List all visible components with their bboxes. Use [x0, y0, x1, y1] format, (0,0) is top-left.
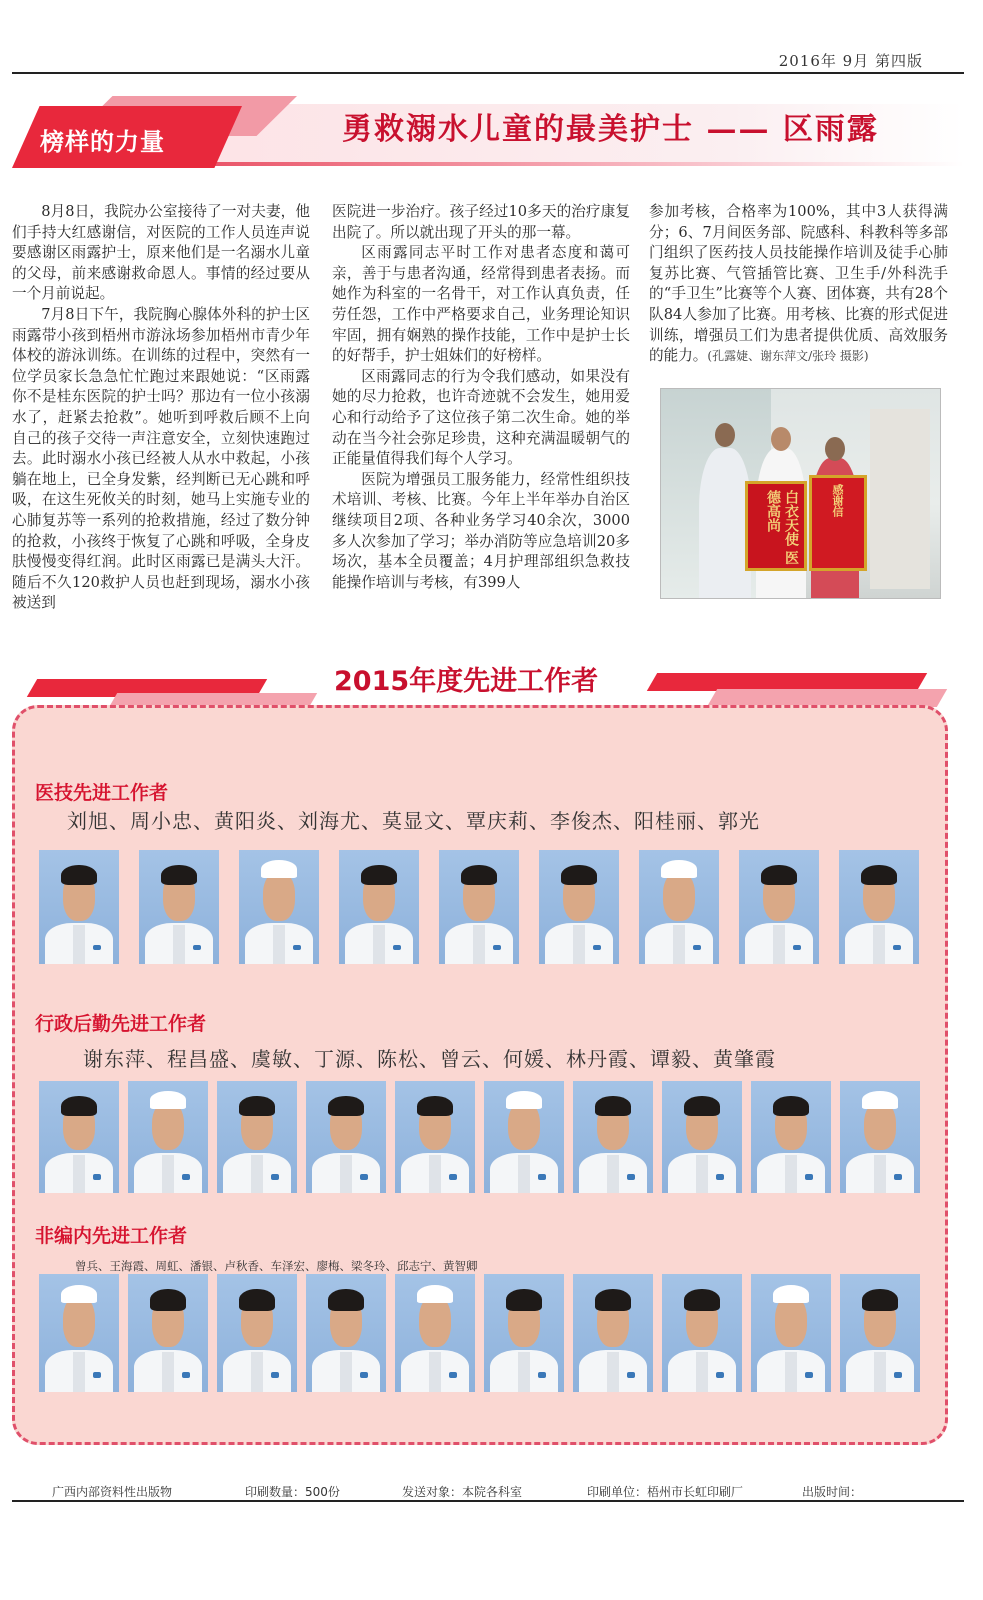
portrait-badge — [894, 1372, 902, 1378]
article-title: 勇救溺水儿童的最美护士 —— 区雨露 — [342, 112, 879, 147]
portrait-hair — [861, 865, 896, 886]
article-column-2 — [332, 202, 630, 593]
portrait-collar — [673, 925, 684, 964]
portrait-hair — [150, 1289, 185, 1310]
paragraph: 医院进一步治疗。孩子经过10多天的治疗康复出院了。所以就出现了开头的那一幕。 — [332, 203, 630, 241]
portrait-badge — [538, 1372, 546, 1378]
portrait-hair — [161, 865, 196, 886]
portrait-hair — [328, 1096, 363, 1116]
article-banner — [12, 96, 964, 172]
article-column-3 — [649, 202, 948, 367]
portrait-hair — [561, 865, 596, 886]
footer-audience: 发送对象：本院各科室 — [402, 1485, 523, 1499]
portrait-hair — [761, 865, 796, 886]
footer-print-count: 印刷数量：500份 — [245, 1485, 340, 1499]
staff-portrait — [395, 1081, 475, 1193]
paragraph: 7月8日下午，我院胸心腺体外科的护士区雨露带小孩到梧州市游泳场参加梧州市青少年体校的游泳训练。在训练的过程中，突然有一位学员家长急急忙忙跑过来跟她说：“区雨露你不是桂东医院的护士吗？那边有一位小孩溺水了，赶紧去抢救”。她听到呼救后顾不上向自己的孩子交待一声注意安全，立刻快速跑过去。此时溺水小孩已经被人从水中救起，小孩躺在地上，已全身发紫，经判断已无心跳和呼吸，在这生死攸关的时刻，她马上实施专业的心肺复苏等一系列的抢救措施，经过了数分钟的抢救，小孩终于恢复了心跳和呼吸，全身皮肤慢慢变得红润。此时区雨露已是满头大汗。随后不久120救护人员也赶到现场，溺水小孩被送到 — [12, 305, 310, 612]
category-title-medical: 医技先进工作者 — [35, 782, 169, 804]
portrait-badge — [93, 945, 101, 951]
portrait-cap — [417, 1285, 454, 1304]
portrait-hair — [61, 1096, 96, 1116]
portrait-collar — [773, 925, 784, 964]
portrait-collar — [251, 1352, 262, 1392]
portrait-collar — [874, 1352, 885, 1392]
staff-portrait — [339, 850, 419, 964]
portrait-collar — [340, 1352, 351, 1392]
portrait-badge — [805, 1174, 813, 1180]
footer-printer: 印刷单位：梧州市长虹印刷厂 — [587, 1485, 744, 1499]
staff-portrait — [395, 1274, 475, 1392]
staff-portrait — [751, 1274, 831, 1392]
portrait-cap — [506, 1091, 543, 1109]
portrait-collar — [251, 1155, 262, 1193]
footer-publisher: 广西内部资料性出版物 — [52, 1485, 173, 1499]
portrait-badge — [271, 1372, 279, 1378]
portrait-collar — [874, 1155, 885, 1193]
staff-portrait — [239, 850, 319, 964]
staff-portrait — [128, 1274, 208, 1392]
portrait-badge — [627, 1372, 635, 1378]
banner-flag-right — [809, 475, 867, 571]
paragraph-text: 参加考核，合格率为100%，其中3人获得满分；6、7月间医务部、院感科、科教科等多部门组织了医药技人员技能操作培训及徒手心肺复苏比赛、气管插管比赛、卫生手/外科洗手的“手卫生”比赛等个人赛、团体赛，共有28个队84人参加了比赛。用考核、比赛的形式促进训练，增强员工们为患者提供优质、高效服务的能力。 — [649, 203, 948, 365]
portrait-hair — [506, 1289, 541, 1310]
portrait-badge — [449, 1174, 457, 1180]
portrait-hair — [862, 1289, 897, 1310]
portrait-collar — [173, 925, 184, 964]
portrait-collar — [785, 1155, 796, 1193]
portrait-face — [63, 1295, 95, 1347]
staff-portrait — [573, 1274, 653, 1392]
footer-publish-time: 出版时间： — [802, 1485, 863, 1499]
paragraph: 区雨露同志平时工作对患者态度和蔼可亲，善于与患者沟通，经常得到患者表扬。而她作为科室的一名骨干，对工作认真负责，任劳任怨，工作中严格要求自己，业务理论知识牢固，拥有娴熟的操作技能，工作中是护士长的好帮手，护士姐妹们的好榜样。 — [332, 244, 630, 365]
banner-flag-left — [745, 481, 807, 571]
names-contract: 曾兵、王海霞、周虹、潘银、卢秋香、车泽宏、廖梅、梁冬玲、邱志宁、黄智卿 — [75, 1259, 478, 1273]
staff-portrait — [217, 1081, 297, 1193]
portrait-badge — [805, 1372, 813, 1378]
header-divider — [12, 72, 964, 74]
portrait-badge — [193, 945, 201, 951]
portrait-face — [419, 1295, 451, 1347]
paragraph: 8月8日，我院办公室接待了一对夫妻，他们手持大红感谢信，对医院的工作人员连声说要感谢区雨露护士，原来他们是一名溺水儿童的父母，前来感谢救命恩人。事情的经过要从一个月前说起。 — [12, 203, 310, 303]
portrait-collar — [162, 1155, 173, 1193]
photo-background-door — [870, 409, 930, 589]
portrait-collar — [873, 925, 884, 964]
portrait-face — [775, 1295, 807, 1347]
staff-portrait — [751, 1081, 831, 1193]
staff-portrait — [662, 1081, 742, 1193]
staff-portrait — [840, 1274, 920, 1392]
staff-portrait — [39, 1274, 119, 1392]
portrait-collar — [373, 925, 384, 964]
portrait-hair — [61, 865, 96, 886]
portrait-badge — [716, 1372, 724, 1378]
portrait-collar — [607, 1352, 618, 1392]
article-column-1 — [12, 202, 310, 614]
portrait-cap — [61, 1285, 98, 1304]
flag-text: 感谢信 — [831, 484, 844, 517]
staff-portrait — [439, 850, 519, 964]
staff-portrait — [573, 1081, 653, 1193]
portrait-badge — [293, 945, 301, 951]
portrait-hair — [361, 865, 396, 886]
staff-portrait — [306, 1274, 386, 1392]
paragraph: 医院为增强员工服务能力，经常性组织技术培训、考核、比赛。今年上半年举办自治区继续项目2项、各种业务学习40余次，3000多人次参加了学习；举办消防等应急培训20多场次，基本全员覆盖；4月护理部组织急救技能操作培训与考核，有399人 — [332, 470, 630, 591]
flag-text: 白衣天使 医德高尚 — [765, 490, 799, 565]
portrait-collar — [696, 1155, 707, 1193]
portrait-badge — [538, 1174, 546, 1180]
award-photo — [660, 388, 941, 599]
portrait-hair — [595, 1096, 630, 1116]
portrait-collar — [573, 925, 584, 964]
portrait-face — [263, 871, 295, 921]
portrait-badge — [894, 1174, 902, 1180]
portrait-badge — [893, 945, 901, 951]
staff-portrait — [306, 1081, 386, 1193]
staff-portrait — [484, 1274, 564, 1392]
category-title-contract: 非编内先进工作者 — [35, 1225, 188, 1247]
portrait-hair — [239, 1096, 274, 1116]
paragraph — [649, 202, 948, 367]
portrait-row-admin — [39, 1081, 920, 1193]
photo-head — [771, 427, 791, 451]
photo-head — [715, 423, 735, 447]
portrait-cap — [150, 1091, 187, 1109]
names-medical: 刘旭、周小忠、黄阳炎、刘海尤、莫显文、覃庆莉、李俊杰、阳桂丽、郭光 — [67, 809, 760, 833]
portrait-collar — [429, 1352, 440, 1392]
portrait-hair — [684, 1096, 719, 1116]
portrait-cap — [261, 860, 298, 878]
footer — [12, 1480, 964, 1510]
portrait-collar — [73, 925, 84, 964]
portrait-row-medical — [39, 850, 919, 964]
staff-portrait — [639, 850, 719, 964]
portrait-hair — [328, 1289, 363, 1310]
footer-divider — [12, 1500, 964, 1502]
paragraph: 区雨露同志的行为令我们感动，如果没有她的尽力抢救，也许奇迹就不会发生，她用爱心和行动给予了这位孩子第二次生命。她的举动在当今社会弥足珍贵，这种充满温暖朝气的正能量值得我们每个人学习。 — [332, 367, 630, 468]
portrait-collar — [340, 1155, 351, 1193]
portrait-badge — [393, 945, 401, 951]
photo-credit: (孔露婕、谢东萍文/张玲 摄影) — [707, 349, 869, 364]
staff-portrait — [539, 850, 619, 964]
portrait-cap — [862, 1091, 899, 1109]
section-tag: 榜样的力量 — [40, 128, 165, 156]
portrait-badge — [360, 1174, 368, 1180]
portrait-collar — [518, 1155, 529, 1193]
portrait-badge — [627, 1174, 635, 1180]
staff-portrait — [217, 1274, 297, 1392]
portrait-badge — [449, 1372, 457, 1378]
staff-portrait — [39, 1081, 119, 1193]
portrait-hair — [417, 1096, 452, 1116]
portrait-face — [663, 871, 695, 921]
portrait-collar — [429, 1155, 440, 1193]
portrait-hair — [595, 1289, 630, 1310]
staff-portrait — [39, 850, 119, 964]
portrait-collar — [273, 925, 284, 964]
portrait-collar — [73, 1155, 84, 1193]
staff-portrait — [128, 1081, 208, 1193]
portrait-collar — [607, 1155, 618, 1193]
category-title-admin: 行政后勤先进工作者 — [35, 1013, 207, 1035]
portrait-hair — [773, 1096, 808, 1116]
portrait-badge — [182, 1372, 190, 1378]
banner-underline — [162, 162, 964, 166]
photo-person-man — [699, 448, 751, 598]
portrait-badge — [793, 945, 801, 951]
staff-portrait — [839, 850, 919, 964]
portrait-collar — [473, 925, 484, 964]
portrait-badge — [271, 1174, 279, 1180]
staff-portrait — [484, 1081, 564, 1193]
staff-portrait — [739, 850, 819, 964]
portrait-badge — [360, 1372, 368, 1378]
portrait-hair — [239, 1289, 274, 1310]
portrait-row-contract — [39, 1274, 920, 1392]
section2-title: 2015年度先进工作者 — [322, 659, 610, 698]
portrait-hair — [461, 865, 496, 886]
portrait-badge — [93, 1174, 101, 1180]
staff-portrait — [662, 1274, 742, 1392]
portrait-collar — [696, 1352, 707, 1392]
issue-date-edition: 2016年 9月 第四版 — [778, 52, 923, 70]
portrait-collar — [162, 1352, 173, 1392]
portrait-collar — [785, 1352, 796, 1392]
portrait-hair — [684, 1289, 719, 1310]
portrait-cap — [773, 1285, 810, 1304]
names-admin: 谢东萍、程昌盛、虞敏、丁源、陈松、曾云、何媛、林丹霞、谭毅、黄肇霞 — [83, 1047, 776, 1071]
portrait-collar — [73, 1352, 84, 1392]
portrait-badge — [593, 945, 601, 951]
portrait-badge — [93, 1372, 101, 1378]
portrait-cap — [661, 860, 698, 878]
portrait-badge — [693, 945, 701, 951]
staff-portrait — [840, 1081, 920, 1193]
portrait-badge — [716, 1174, 724, 1180]
staff-portrait — [139, 850, 219, 964]
photo-head — [825, 437, 845, 461]
portrait-collar — [518, 1352, 529, 1392]
portrait-badge — [182, 1174, 190, 1180]
portrait-badge — [493, 945, 501, 951]
advanced-workers-panel — [12, 705, 948, 1445]
